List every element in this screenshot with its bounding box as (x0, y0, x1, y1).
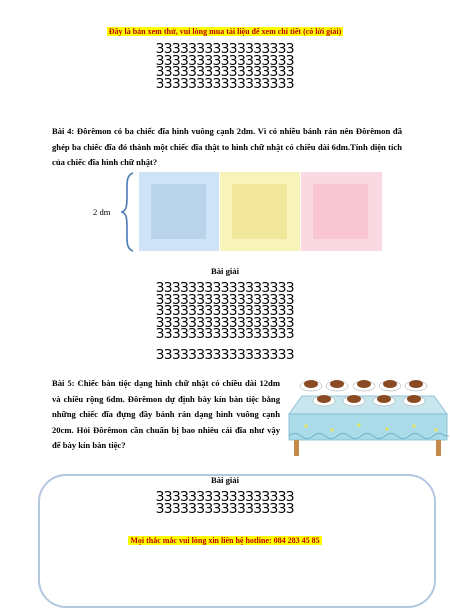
answer-line: ЗЗЗЗЗЗЗЗЗЗЗЗЗЗЗЗЗ (155, 53, 295, 69)
plate-square-3 (301, 172, 382, 251)
preview-notice: Đây là bản xem thử, vui lòng mua tài liệu để xem chi tiết (có lời giải) (108, 27, 342, 36)
hotline-notice: Mọi thắc mắc vui lòng xin liên hệ hotline: 084 283 45 85 (130, 536, 320, 545)
answer-line: ЗЗЗЗЗЗЗЗЗЗЗЗЗЗЗЗЗ (155, 76, 295, 92)
plate-inner-3 (313, 184, 368, 239)
solution-heading-2: Bài giải (211, 475, 239, 485)
solution-heading-1: Bài giải (211, 266, 239, 276)
answer-line: ЗЗЗЗЗЗЗЗЗЗЗЗЗЗЗЗЗ (155, 304, 295, 319)
answer-line: ЗЗЗЗЗЗЗЗЗЗЗЗЗЗЗЗЗ (155, 281, 295, 296)
answer-line: ЗЗЗЗЗЗЗЗЗЗЗЗЗЗЗЗЗ (155, 292, 295, 308)
answer-lines-2 (0, 283, 450, 361)
brace-icon (121, 172, 135, 252)
answer-line: ЗЗЗЗЗЗЗЗЗЗЗЗЗЗЗЗЗ (155, 490, 295, 505)
problem-4-text: Bài 4: Đôrêmon có ba chiếc đĩa hình vuông cạnh 2dm. Vì có nhiều bánh rán nên Đôrêmon đã ghép ba chiếc đĩa đó thành một chiếc đĩa thật to hình chữ nhật có chiều dài 6dm.Tính diện tích của chiếc đĩa hình chữ nhật? (52, 126, 402, 167)
plate-inner-1 (151, 184, 206, 239)
answer-line: ЗЗЗЗЗЗЗЗЗЗЗЗЗЗЗЗЗ (155, 65, 295, 80)
plate-square-2 (220, 172, 300, 251)
answer-lines-3 (0, 492, 450, 515)
problem-5-text: Bài 5: Chiếc bàn tiệc dạng hình chữ nhật có chiều dài 12dm và chiều rộng 6dm. Đôrêmon dự định bày kín bàn tiệc bằng những chiếc đĩa đựng đầy bánh rán dạng hình vuông cạnh 20cm. Hỏi Đôrêmon cần chuẩn bị bao nhiêu cái đĩa như vậy để bày kín bàn tiệc? (52, 378, 280, 450)
answer-line: ЗЗЗЗЗЗЗЗЗЗЗЗЗЗЗЗЗ (155, 327, 295, 342)
plate-square-1 (139, 172, 219, 251)
answer-line: ЗЗЗЗЗЗЗЗЗЗЗЗЗЗЗЗЗ (155, 42, 295, 57)
answer-lines-1 (0, 44, 450, 90)
party-table-image (284, 374, 450, 460)
plate-inner-2 (232, 184, 287, 239)
answer-line: ЗЗЗЗЗЗЗЗЗЗЗЗЗЗЗЗЗ (155, 315, 295, 331)
answer-line: ЗЗЗЗЗЗЗЗЗЗЗЗЗЗЗЗЗ (155, 347, 295, 363)
dimension-label: 2 dm (93, 207, 111, 217)
answer-line: ЗЗЗЗЗЗЗЗЗЗЗЗЗЗЗЗЗ (155, 501, 295, 517)
